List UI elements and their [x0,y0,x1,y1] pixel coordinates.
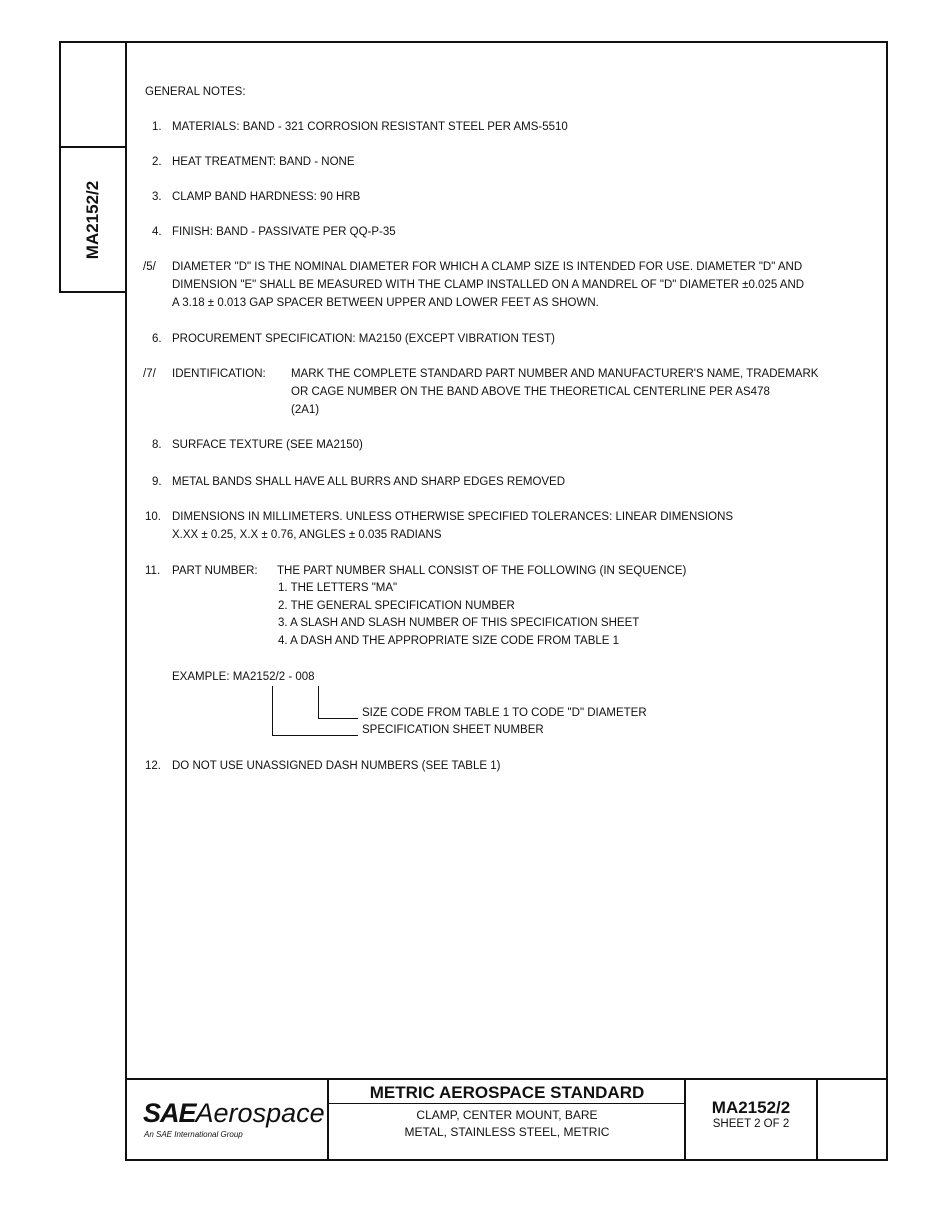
page-border-top [125,41,888,43]
note-11-item-1: 1. THE LETTERS "MA" [278,582,398,594]
note-11-number: 11. [145,565,161,577]
page-border-bottom [125,1159,888,1161]
note-2-text: HEAT TREATMENT: BAND - NONE [172,156,355,168]
note-1-text: MATERIALS: BAND - 321 CORROSION RESISTANT STEEL PER AMS-5510 [172,121,568,133]
callout-size-code-vertical [318,686,319,719]
part-description-line-1: CLAMP, CENTER MOUNT, BARE [416,1108,598,1122]
note-4-text: FINISH: BAND - PASSIVATE PER QQ-P-35 [172,226,396,238]
note-5-line-3: A 3.18 ± 0.013 GAP SPACER BETWEEN UPPER AND LOWER FEET AS SHOWN. [172,297,599,309]
callout-size-code-text: SIZE CODE FROM TABLE 1 TO CODE "D" DIAMETER [362,707,647,719]
general-notes-heading: GENERAL NOTES: [145,86,246,98]
note-1-number: 1. [152,121,162,133]
note-11-text: THE PART NUMBER SHALL CONSIST OF THE FOLLOWING (IN SEQUENCE) [277,565,687,577]
note-5-line-2: DIMENSION "E" SHALL BE MEASURED WITH THE CLAMP INSTALLED ON A MANDREL OF "D" DIAMETER ±0.025 AND [172,279,805,291]
note-12-text: DO NOT USE UNASSIGNED DASH NUMBERS (SEE TABLE 1) [172,760,501,772]
title-block-title-underline [327,1103,685,1104]
note-6-text: PROCUREMENT SPECIFICATION: MA2150 (EXCEPT VIBRATION TEST) [172,333,555,345]
note-10-line-2: X.XX ± 0.25, X.X ± 0.76, ANGLES ± 0.035 RADIANS [172,529,442,541]
note-5-line-1: DIAMETER "D" IS THE NOMINAL DIAMETER FOR WHICH A CLAMP SIZE IS INTENDED FOR USE. DIAMETER "D" AND [172,261,803,273]
note-11-item-3: 3. A SLASH AND SLASH NUMBER OF THIS SPECIFICATION SHEET [278,617,640,629]
note-10-line-1: DIMENSIONS IN MILLIMETERS. UNLESS OTHERWISE SPECIFIED TOLERANCES: LINEAR DIMENSIONS [172,511,734,523]
left-margin-box-top [59,41,127,43]
note-4-number: 4. [152,226,162,238]
note-12-number: 12. [145,760,161,772]
logo-aerospace-text: Aerospace [195,1098,325,1128]
note-7-line-1: MARK THE COMPLETE STANDARD PART NUMBER AND MANUFACTURER'S NAME, TRADEMARK [291,368,819,380]
note-6-number: 6. [152,333,162,345]
sheet-indicator: SHEET 2 OF 2 [712,1118,790,1130]
note-7-line-3: (2A1) [291,404,320,416]
note-11-item-2: 2. THE GENERAL SPECIFICATION NUMBER [278,600,515,612]
note-9-number: 9. [152,476,162,488]
callout-size-code-horizontal [318,718,358,719]
note-3-number: 3. [152,191,162,203]
note-3-text: CLAMP BAND HARDNESS: 90 HRB [172,191,361,203]
note-7-number: /7/ [143,368,156,380]
part-description-line-2: METAL, STAINLESS STEEL, METRIC [404,1125,610,1139]
note-5-number: /5/ [143,261,156,273]
sae-aerospace-logo [143,1098,325,1129]
note-2-number: 2. [152,156,162,168]
logo-tagline: An SAE International Group [144,1130,243,1139]
note-8-text: SURFACE TEXTURE (SEE MA2150) [172,439,363,451]
note-7-line-2: OR CAGE NUMBER ON THE BAND ABOVE THE THEORETICAL CENTERLINE PER AS478 [291,386,770,398]
callout-sheet-number-vertical [272,686,273,736]
note-10-number: 10. [145,511,161,523]
note-7-label: IDENTIFICATION: [172,368,266,380]
logo-sae-text: SAE [143,1098,196,1128]
callout-sheet-number-text: SPECIFICATION SHEET NUMBER [362,724,544,736]
note-9-text: METAL BANDS SHALL HAVE ALL BURRS AND SHARP EDGES REMOVED [172,476,566,488]
page-border-right [886,41,888,1161]
note-11-item-4: 4. A DASH AND THE APPROPRIATE SIZE CODE FROM TABLE 1 [278,635,620,647]
callout-sheet-number-horizontal [272,735,358,736]
example-label: EXAMPLE: MA2152/2 - 008 [172,671,315,683]
document-number: MA2152/2 [711,1098,791,1117]
side-document-number: MA2152/2 [83,180,102,260]
note-11-label: PART NUMBER: [172,565,258,577]
standard-title: METRIC AEROSPACE STANDARD [369,1083,645,1102]
note-8-number: 8. [152,439,162,451]
title-block-top [125,1078,888,1080]
